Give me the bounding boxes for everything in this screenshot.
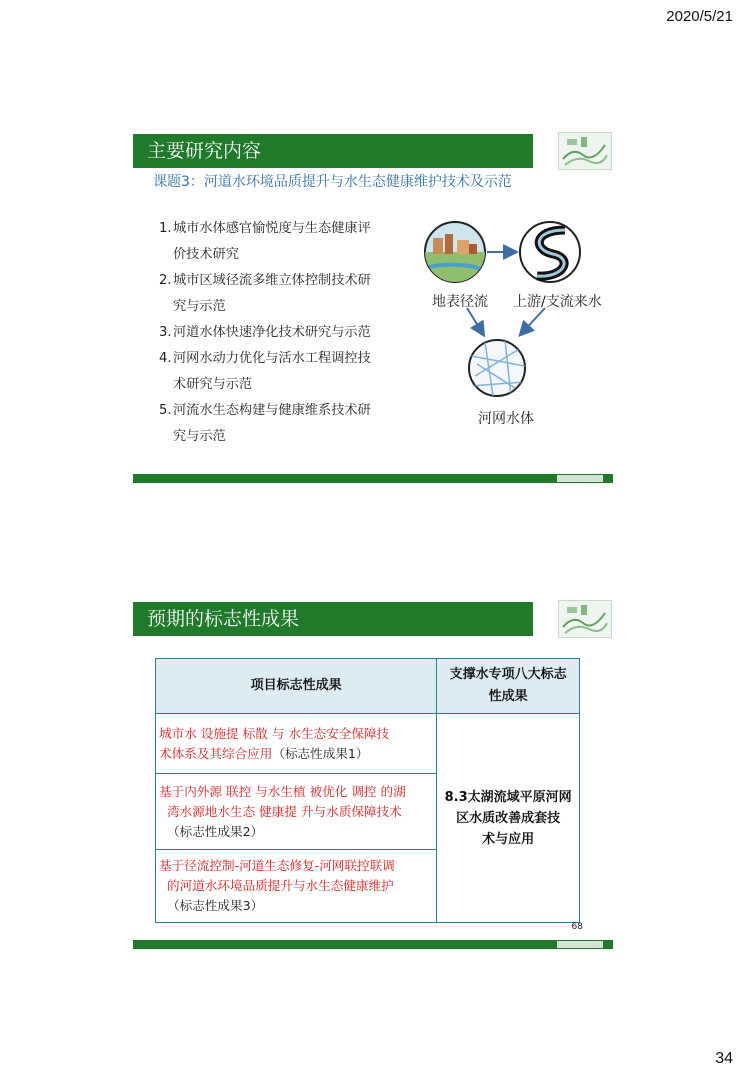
list-text: 城市区域径流多维立体控制技术研 (173, 273, 371, 288)
slide-1-title: 主要研究内容 (133, 134, 533, 168)
column-header (437, 659, 580, 714)
result-text: 基于内外源 联控 与水生植 被优化 调控 的湖 (159, 783, 406, 799)
header-line: 支撑水专项八大标志 (449, 667, 567, 682)
list-text: 河网水动力优化与活水工程调控技 (173, 351, 371, 366)
logo-icon (558, 600, 612, 638)
slide-1-footer-bar (133, 474, 613, 483)
result-cell (156, 774, 437, 850)
list-text: 城市水体感官愉悦度与生态健康评 (173, 221, 371, 236)
list-number: 5. (159, 403, 172, 418)
column-header: 项目标志性成果 (156, 659, 437, 714)
flow-diagram (415, 216, 635, 436)
supporting-text: 术与应用 (482, 831, 535, 847)
result-tag: （标志性成果3） (167, 898, 264, 913)
slide-1 (133, 128, 613, 488)
list-item (159, 346, 399, 398)
list-item (159, 320, 399, 346)
list-item (159, 268, 399, 320)
result-text: 湾水源地水生态 健康提 升与水质保障技术 (167, 803, 402, 819)
results-table (155, 658, 580, 923)
footer-logo-icon (557, 475, 603, 482)
runoff-node-icon (425, 222, 485, 282)
supporting-text: 区水质改善成套技 (456, 810, 561, 826)
list-number: 1. (159, 221, 172, 236)
result-text: 城市水 设施提 标散 与 水生态安全保障技 (159, 725, 390, 741)
result-text: 术体系及其综合应用 (159, 745, 273, 761)
supporting-text: 8.3太湖流域平原河网 (444, 789, 572, 805)
footer-logo-icon (557, 941, 603, 948)
list-item (159, 398, 399, 450)
slide-2-footer-bar (133, 940, 613, 949)
list-item (159, 216, 399, 268)
node-label-runoff: 地表径流 (432, 294, 488, 310)
research-list (159, 216, 399, 450)
upstream-node-icon (520, 222, 580, 282)
result-text: 基于径流控制-河道生态修复-河网联控联调 (159, 858, 395, 873)
result-tag: （标志性成果1） (272, 745, 369, 761)
node-label-upstream: 上游/支流来水 (513, 294, 602, 310)
list-number: 4. (159, 351, 172, 366)
list-text: 术研究与示范 (173, 377, 253, 392)
page-date: 2020/5/21 (666, 8, 733, 25)
list-text: 河流水生态构建与健康维系技术研 (173, 403, 371, 418)
river-network-node-icon (469, 340, 525, 396)
list-number: 3. (159, 325, 172, 340)
result-cell (156, 850, 437, 923)
result-text: 的河道水环境品质提升与水生态健康维护 (167, 878, 394, 893)
slide-number: 68 (571, 922, 583, 932)
list-text: 究与示范 (173, 429, 226, 444)
list-text: 河道水体快速净化技术研究与示范 (173, 325, 371, 340)
list-text: 究与示范 (173, 299, 226, 314)
page-number: 34 (715, 1050, 733, 1067)
arrow-icon (521, 308, 545, 334)
supporting-result-cell (437, 714, 580, 923)
slide-1-subtitle: 课题3：河道水环境品质提升与水生态健康维护技术及示范 (153, 174, 512, 190)
node-label-network: 河网水体 (478, 411, 534, 427)
slide-2 (133, 596, 613, 956)
table-header-row (156, 659, 580, 714)
list-number: 2. (159, 273, 172, 288)
header-line: 性成果 (488, 689, 528, 704)
table-row (156, 714, 580, 774)
arrow-icon (467, 308, 483, 334)
list-text: 价技术研究 (173, 247, 239, 262)
result-cell (156, 714, 437, 774)
logo-icon (558, 132, 612, 170)
result-tag: （标志性成果2） (167, 823, 264, 839)
slide-2-title: 预期的标志性成果 (133, 602, 533, 636)
